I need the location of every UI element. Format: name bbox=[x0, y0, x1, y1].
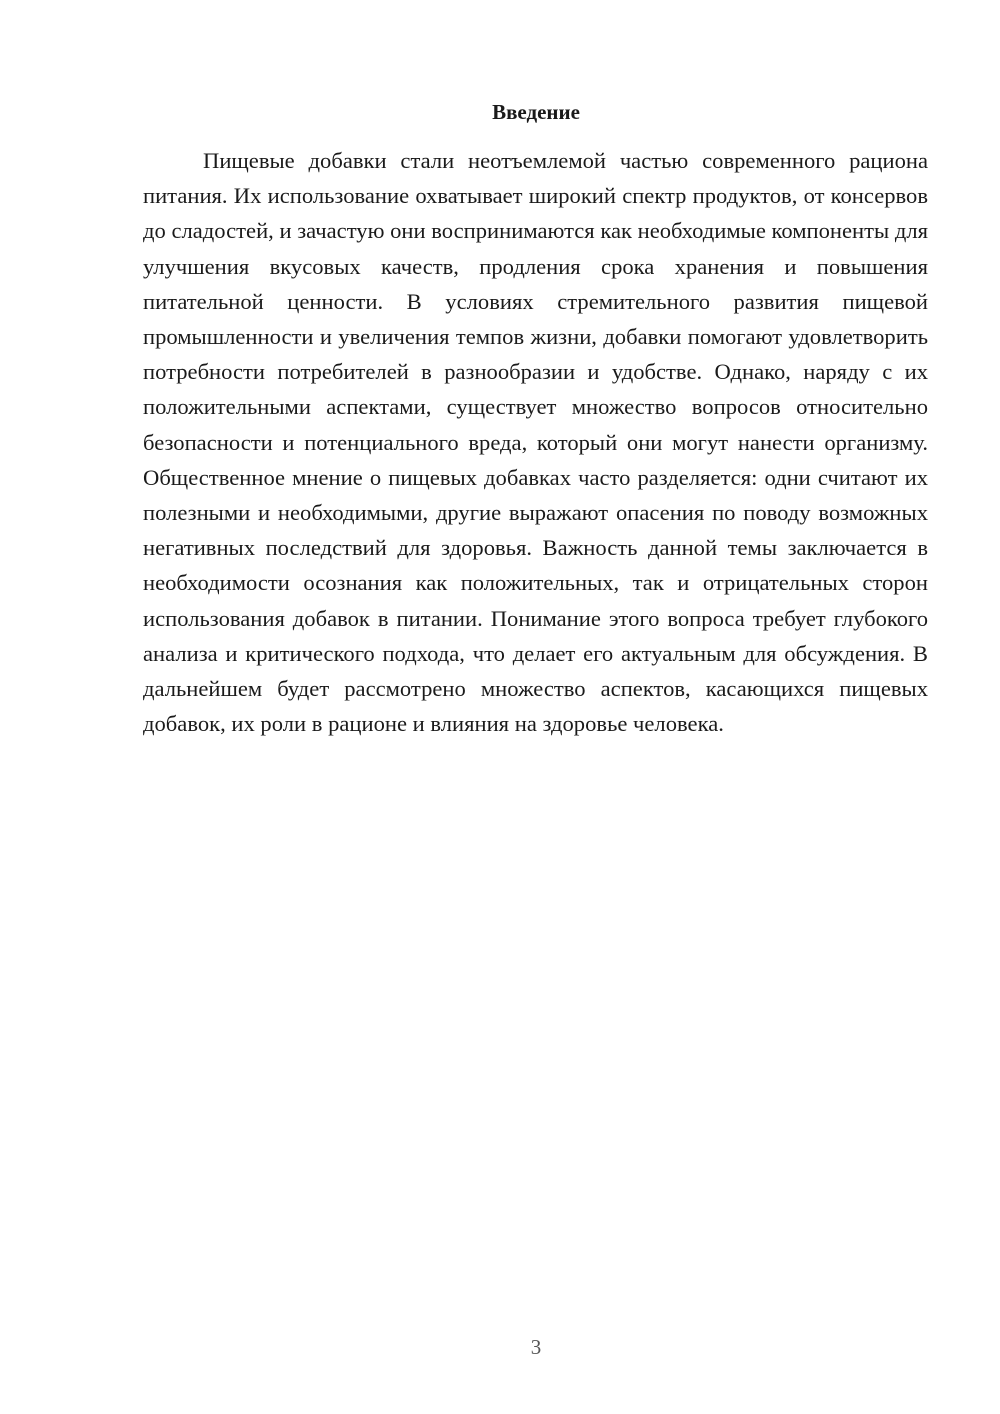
section-heading: Введение bbox=[492, 100, 580, 124]
body-paragraph: Пищевые добавки стали неотъемлемой частью современного рациона питания. Их использование охватывает широкий спектр продуктов, от консервов до сладостей, и зачастую они воспринимаются как необходимые компоненты для улучшения вкусовых качеств, продления срока хранения и повышения питательной ценности. В условиях стремительного развития пищевой промышленности и увеличения темпов жизни, добавки помогают удовлетворить потребности потребителей в разнообразии и удобстве. Однако, наряду с их положительными аспектами, существует множество вопросов относительно безопасности и потенциального вреда, который они могут нанести организму. Общественное мнение о пищевых добавках часто разделяется: одни считают их полезными и необходимыми, другие выражают опасения по поводу возможных негативных последствий для здоровья. Важность данной темы заключается в необходимости осознания как положительных, так и отрицательных сторон использования добавок в питании. Понимание этого вопроса требует глубокого анализа и критического подхода, что делает его актуальным для обсуждения. В дальнейшем будет рассмотрено множество аспектов, касающихся пищевых добавок, их роли в рационе и влияния на здоровье человека. bbox=[143, 148, 928, 737]
page-number: 3 bbox=[530, 1335, 542, 1359]
